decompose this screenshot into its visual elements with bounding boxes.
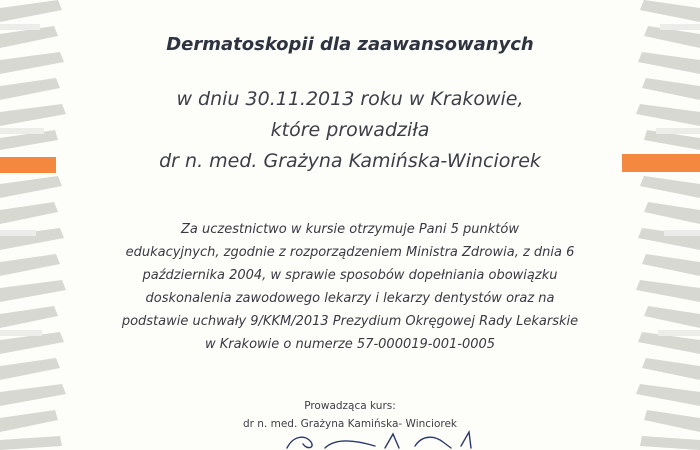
signature-name: dr n. med. Grażyna Kamińska- Winciorek xyxy=(242,418,458,430)
paragraph-line: w Krakowie o numerze 57-000019-001-0005 xyxy=(204,337,496,352)
paragraph-line: doskonalenia zawodowego lekarzy i lekarzy dentystów oraz na xyxy=(145,291,555,306)
certificate-content xyxy=(90,0,610,450)
handwritten-signature xyxy=(265,428,495,450)
right-decorative-border xyxy=(622,0,700,450)
paragraph-line: podstawie uchwały 9/KKM/2013 Prezydium Okręgowej Rady Lekarskie xyxy=(121,314,579,329)
right-orange-accent-bar xyxy=(622,154,700,172)
paragraph-line: Za uczestnictwo w kursie otrzymuje Pani 5 punktów xyxy=(181,222,519,237)
led-by-line: które prowadziła xyxy=(270,119,430,141)
course-title: Dermatoskopii dla zaawansowanych xyxy=(166,34,534,55)
paragraph-line: edukacyjnych, zgodnie z rozporządzeniem Ministra Zdrowia, z dnia 6 xyxy=(125,245,575,260)
left-decorative-border xyxy=(0,0,78,450)
date-location-line: w dniu 30.11.2013 roku w Krakowie, xyxy=(176,88,524,110)
paragraph-line: października 2004, w sprawie sposobów dopełniania obowiązku xyxy=(142,268,558,283)
instructor-name: dr n. med. Grażyna Kamińska-Winciorek xyxy=(159,150,541,172)
accreditation-paragraph xyxy=(90,218,610,356)
left-orange-accent-bar xyxy=(0,157,56,173)
signature-label: Prowadząca kurs: xyxy=(304,400,396,412)
